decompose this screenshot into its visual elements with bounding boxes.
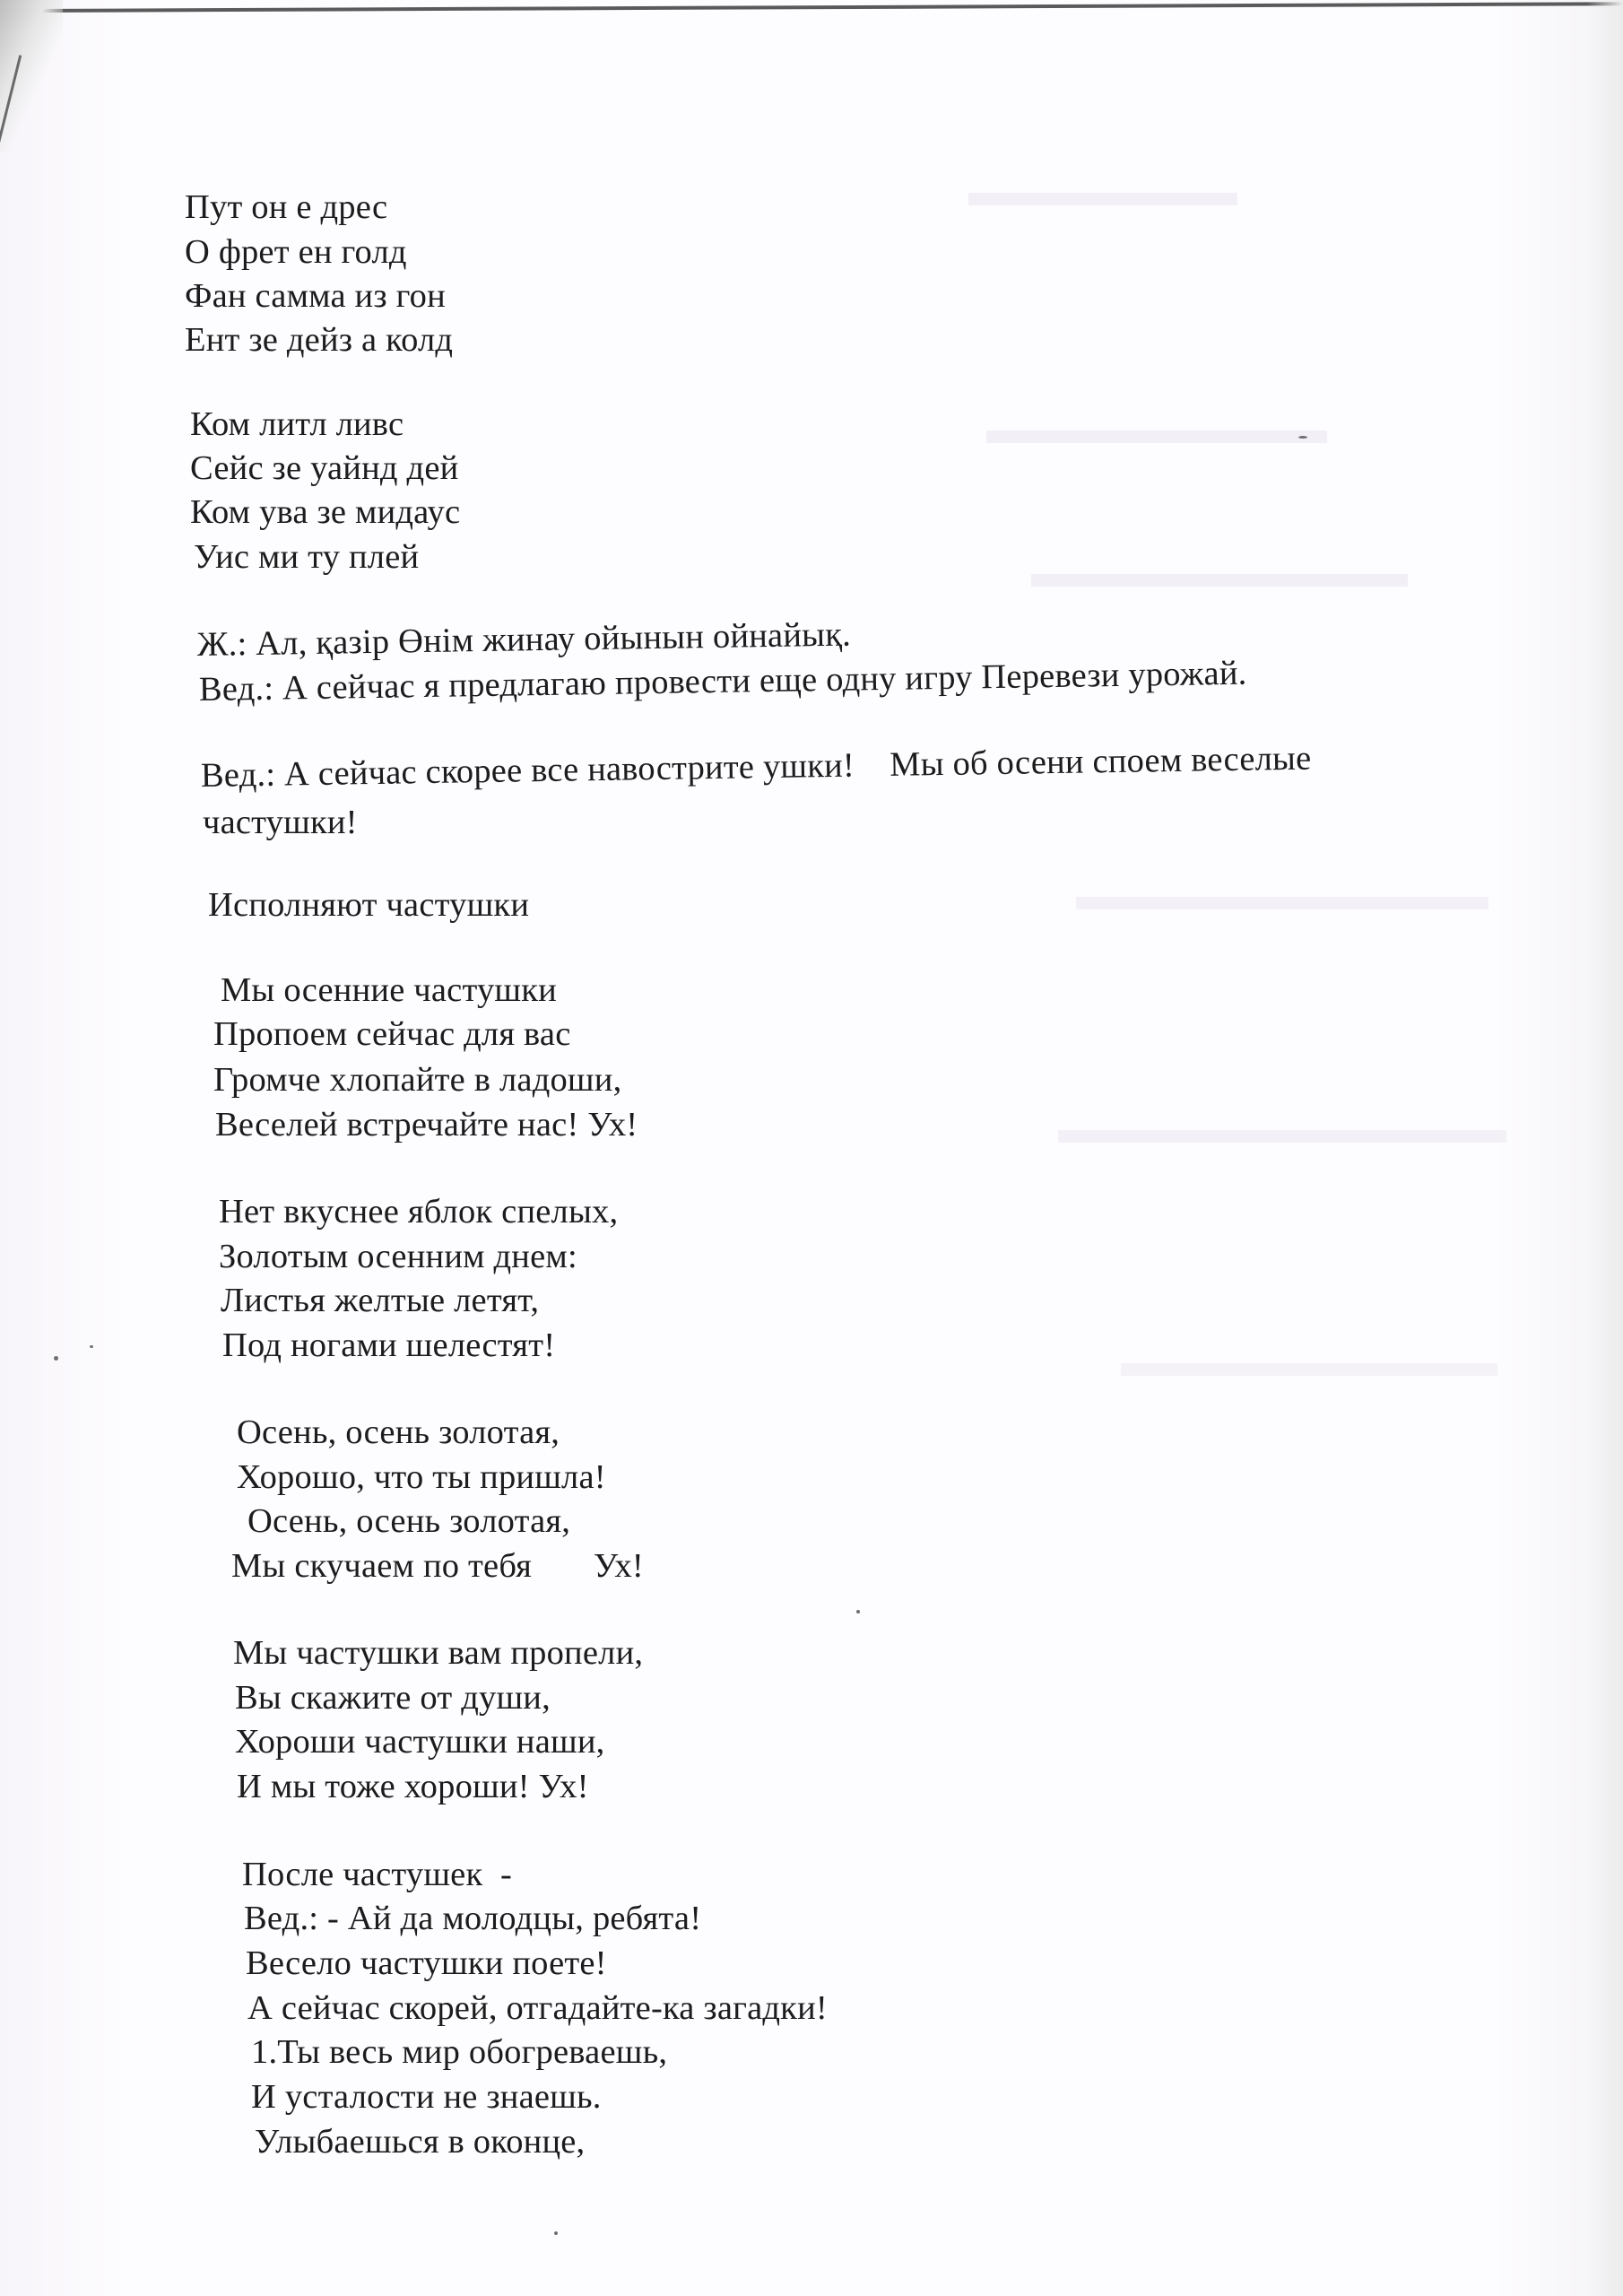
text-line: Мы частушки вам пропели, xyxy=(233,1634,644,1672)
text-line: Весело частушки поете! xyxy=(246,1944,607,1982)
text-line: Вед.: А сейчас скорее все навострите ушки! Мы об осени споем веселые xyxy=(200,739,1312,795)
text-line: Осень, осень золотая, xyxy=(237,1413,560,1451)
text-line: Хорошо, что ты пришла! xyxy=(237,1458,606,1496)
text-line: Мы скучаем по тебя Ух! xyxy=(231,1547,644,1585)
text-line: Ж.: Ал, қазір Өнім жинау ойынын ойнайық. xyxy=(196,615,852,664)
text-line: Исполняют частушки xyxy=(208,886,530,924)
text-line: Золотым осенним днем: xyxy=(219,1238,577,1275)
scan-speck xyxy=(54,1356,58,1361)
text-line: Осень, осень золотая, xyxy=(247,1502,571,1540)
bleed-through-mark xyxy=(1031,574,1408,587)
text-line: Ком ува зе мидаус xyxy=(190,493,461,531)
text-line: Хороши частушки наши, xyxy=(235,1723,605,1761)
text-line: И мы тоже хороши! Ух! xyxy=(237,1768,589,1805)
bleed-through-mark xyxy=(986,430,1327,443)
text-line: частушки! xyxy=(203,804,358,841)
text-line: Громче хлопайте в ладоши, xyxy=(213,1061,622,1099)
text-line: Вед.: А сейчас я предлагаю провести еще одну игру Перевези урожай. xyxy=(198,654,1247,709)
text-line: Под ногами шелестят! xyxy=(222,1326,556,1364)
text-line: Ент зе дейз а колд xyxy=(185,321,454,359)
text-line: Ком литл ливс xyxy=(190,405,404,443)
text-line: Вед.: - Ай да молодцы, ребята! xyxy=(244,1900,702,1937)
text-line: Пропоем сейчас для вас xyxy=(213,1015,571,1053)
text-line: Уис ми ту плей xyxy=(194,538,420,576)
text-line: Мы осенние частушки xyxy=(221,971,557,1009)
scan-speck xyxy=(856,1610,860,1613)
scan-speck xyxy=(1298,436,1307,439)
text-line: Веселей встречайте нас! Ух! xyxy=(215,1106,638,1144)
text-line: И усталости не знаешь. xyxy=(251,2078,602,2116)
text-line: 1.Ты весь мир обогреваешь, xyxy=(251,2033,668,2071)
page-top-edge xyxy=(27,2,1623,13)
text-line: Листья желтые летят, xyxy=(221,1282,540,1319)
text-line: Сейс зе уайнд дей xyxy=(190,449,459,487)
page-corner-fold xyxy=(0,0,63,152)
bleed-through-mark xyxy=(968,193,1237,205)
scan-speck xyxy=(554,2231,558,2235)
text-line: Нет вкуснее яблок спелых, xyxy=(219,1193,619,1231)
text-line: Вы скажите от души, xyxy=(235,1679,551,1717)
text-line: После частушек - xyxy=(242,1856,513,1893)
text-line: О фрет ен голд xyxy=(185,233,407,271)
bleed-through-mark xyxy=(1058,1130,1506,1143)
text-line: Пут он е дрес xyxy=(185,188,388,226)
text-line: Фан самма из гон xyxy=(185,277,446,315)
bleed-through-mark xyxy=(1076,897,1488,909)
text-line: Улыбаешься в оконце, xyxy=(255,2123,586,2161)
bleed-through-mark xyxy=(1121,1363,1497,1376)
scan-speck xyxy=(90,1345,93,1348)
page-right-shadow xyxy=(1587,0,1623,2296)
text-line: А сейчас скорей, отгадайте-ка загадки! xyxy=(247,1989,828,2027)
